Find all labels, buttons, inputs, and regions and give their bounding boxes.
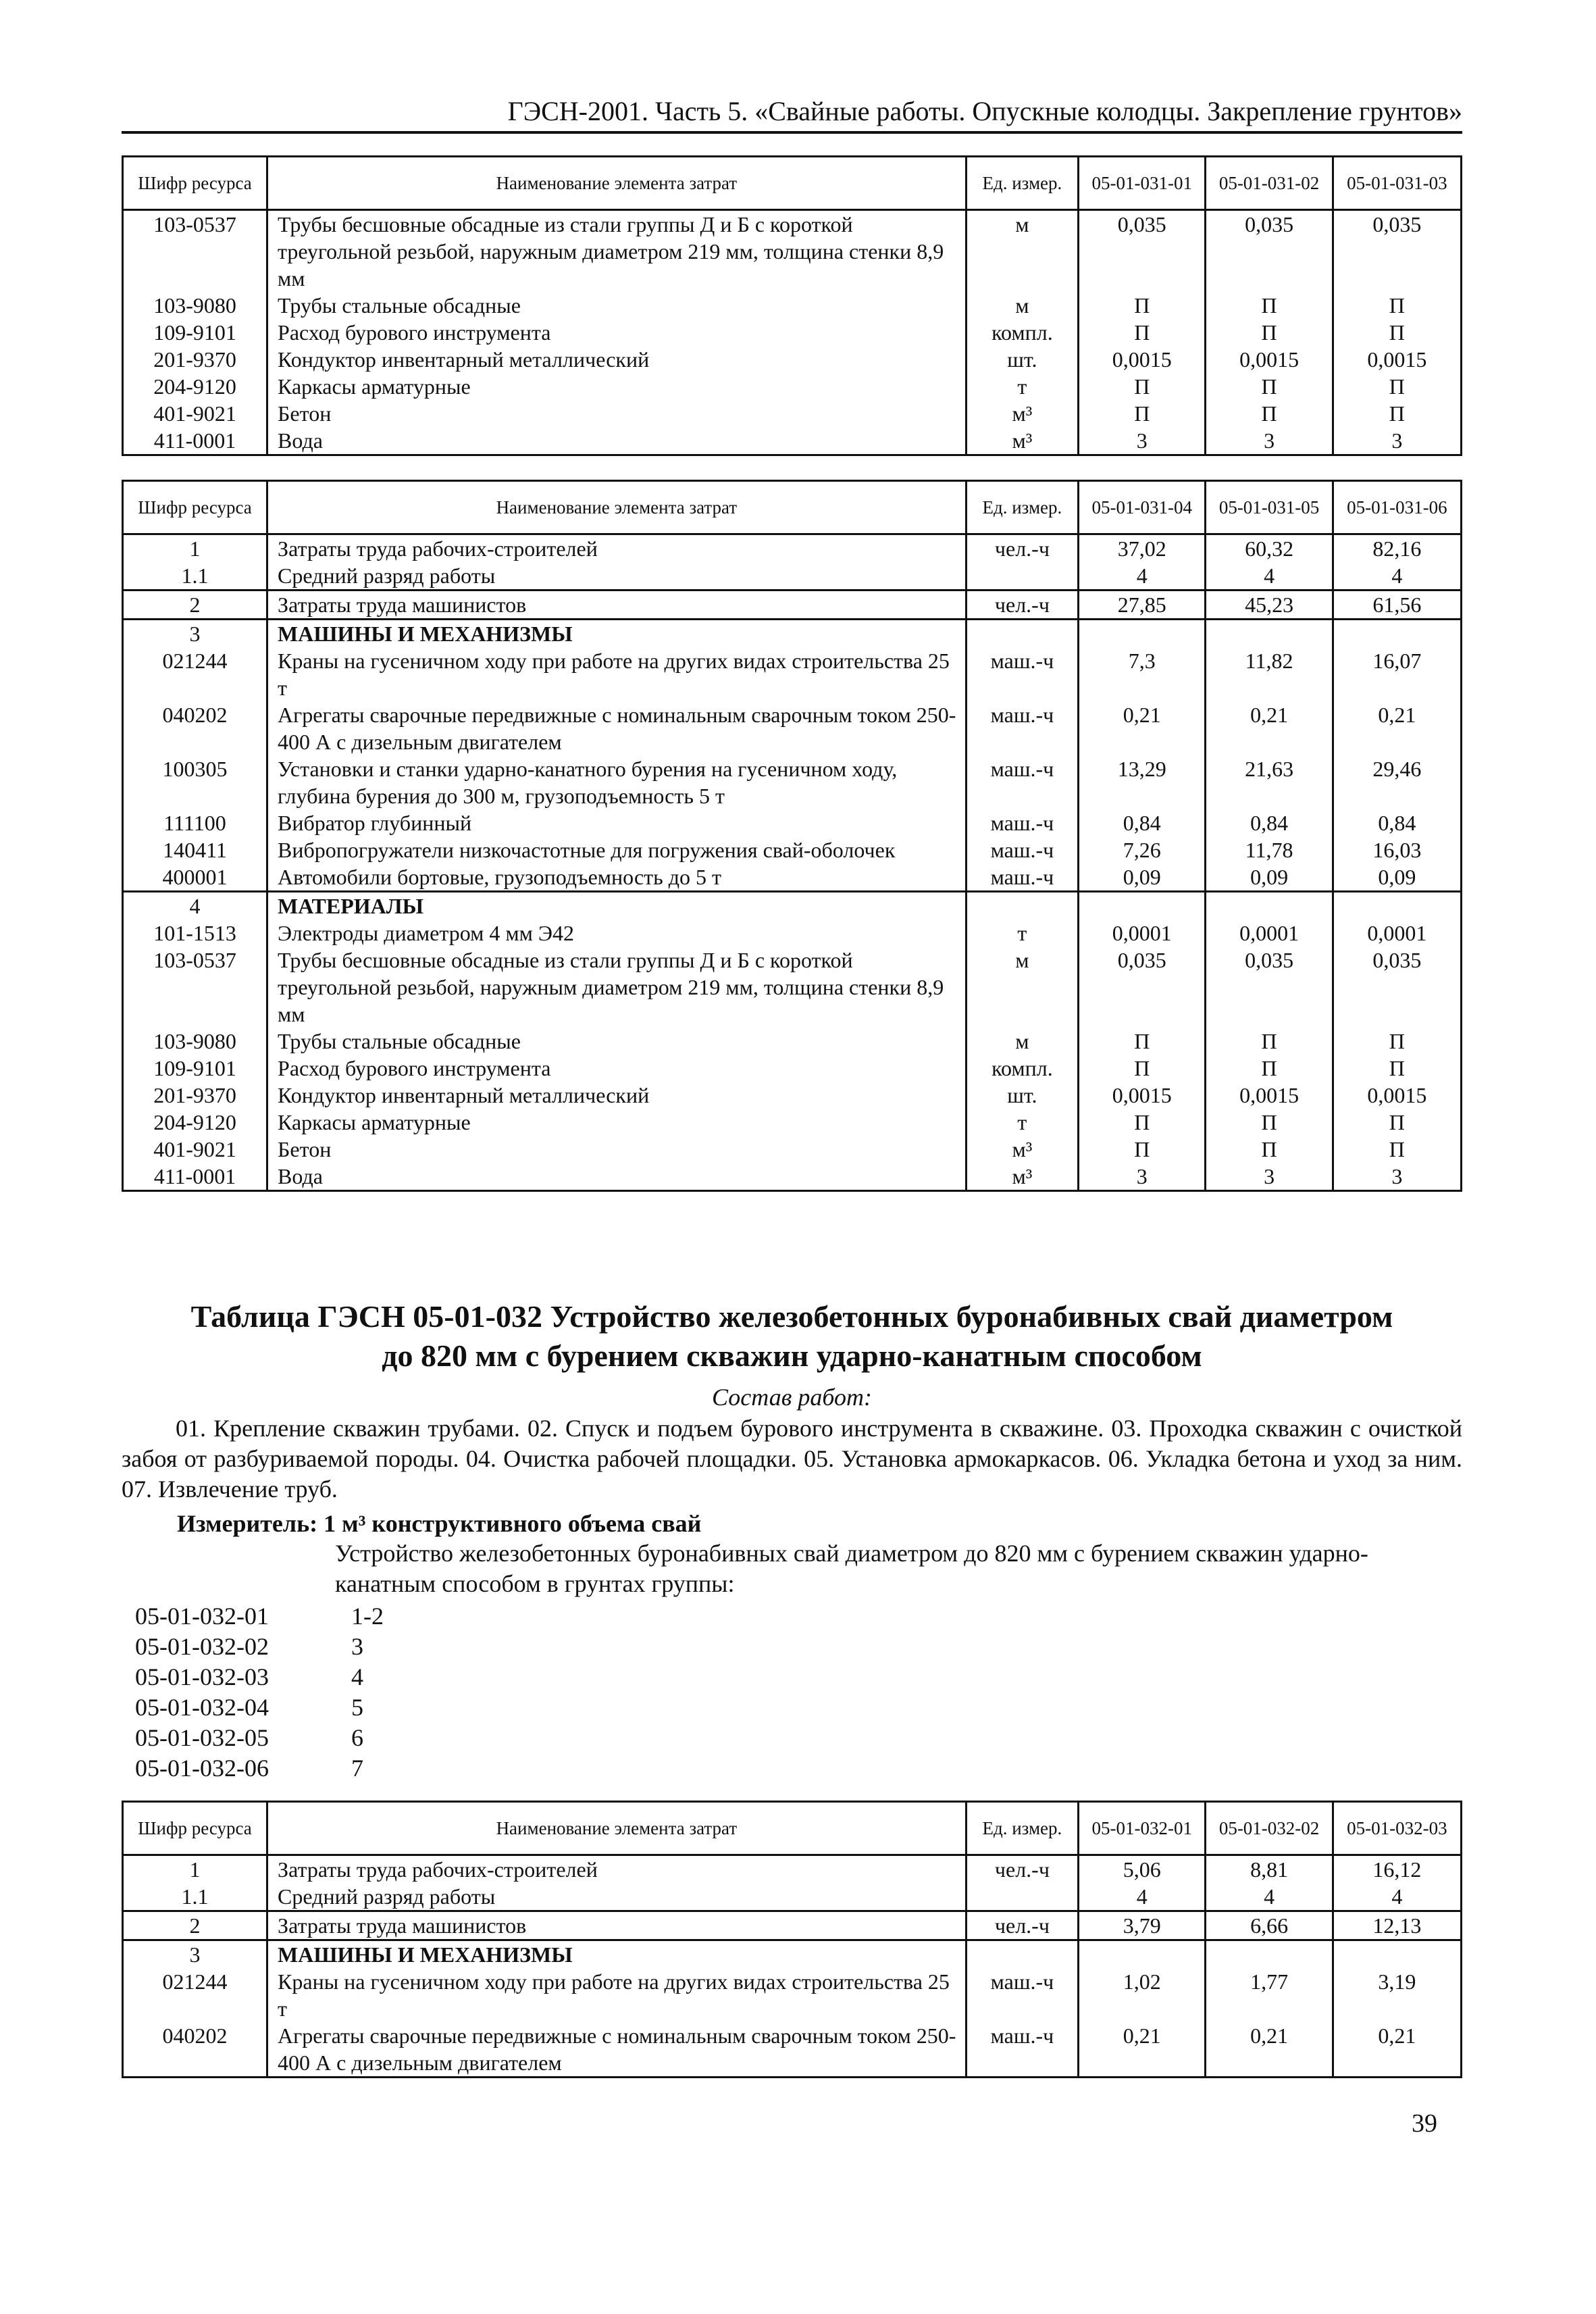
value-cell: 0,0001 bbox=[1206, 920, 1333, 947]
resource-table-032-01 bbox=[122, 1801, 1462, 2078]
value-cell: П bbox=[1333, 1109, 1461, 1136]
value-cell: 0,0015 bbox=[1206, 346, 1333, 373]
composition-title: Состав работ: bbox=[712, 1384, 872, 1411]
resource-code: 1.1 bbox=[123, 1883, 267, 1911]
value-cell: П bbox=[1206, 373, 1333, 400]
resource-code: 201-9370 bbox=[123, 1082, 267, 1109]
value-cell bbox=[1333, 892, 1461, 920]
value-cell: 0,21 bbox=[1206, 2022, 1333, 2078]
table-row bbox=[123, 1940, 1462, 1969]
resource-name: Затраты труда рабочих-строителей bbox=[267, 1855, 967, 1884]
table-row bbox=[123, 1109, 1462, 1136]
resource-name: Вода bbox=[267, 427, 967, 455]
unit-cell: шт. bbox=[966, 346, 1078, 373]
value-cell: П bbox=[1079, 1055, 1206, 1082]
value-cell: П bbox=[1333, 319, 1461, 346]
column-header-name: Наименование элемента затрат bbox=[267, 481, 967, 534]
code-group-row bbox=[135, 1753, 384, 1784]
resource-code: 040202 bbox=[123, 701, 267, 755]
value-cell: 7,26 bbox=[1079, 836, 1206, 863]
value-cell: 16,12 bbox=[1333, 1855, 1461, 1884]
table-row bbox=[123, 292, 1462, 319]
column-header-unit: Ед. измер. bbox=[966, 157, 1078, 210]
unit-cell: маш.-ч bbox=[966, 1968, 1078, 2022]
resource-code: 201-9370 bbox=[123, 346, 267, 373]
resource-code: 103-0537 bbox=[123, 947, 267, 1028]
value-cell: П bbox=[1079, 1136, 1206, 1163]
column-header-name: Наименование элемента затрат bbox=[267, 157, 967, 210]
unit-cell bbox=[966, 1883, 1078, 1911]
resource-table-031-01 bbox=[122, 155, 1462, 456]
value-cell bbox=[1206, 1940, 1333, 1969]
value-cell: П bbox=[1333, 1055, 1461, 1082]
unit-cell: м³ bbox=[966, 1136, 1078, 1163]
resource-name: Краны на гусеничном ходу при работе на других видах строительства 25 т bbox=[267, 1968, 967, 2022]
table-title-line-2: до 820 мм с бурением скважин ударно-канатным способом bbox=[382, 1338, 1202, 1373]
value-cell: П bbox=[1206, 1109, 1333, 1136]
value-cell: 0,0015 bbox=[1079, 1082, 1206, 1109]
code-group-list bbox=[135, 1601, 384, 1784]
table-row bbox=[123, 755, 1462, 809]
value-cell: 27,85 bbox=[1079, 590, 1206, 620]
value-cell: 1,77 bbox=[1206, 1968, 1333, 2022]
norm-code: 05-01-032-05 bbox=[135, 1724, 269, 1751]
table-row bbox=[123, 427, 1462, 455]
resource-name: Трубы бесшовные обсадные из стали группы Д и Б с короткой треугольной резьбой, наружным диаметром 219 мм, толщина стенки 8,9 мм bbox=[267, 210, 967, 293]
column-header-norm: 05-01-032-02 bbox=[1206, 1802, 1333, 1855]
value-cell: 37,02 bbox=[1079, 534, 1206, 563]
value-cell: 0,21 bbox=[1333, 2022, 1461, 2078]
resource-code: 040202 bbox=[123, 2022, 267, 2078]
norm-code: 05-01-032-03 bbox=[135, 1663, 269, 1690]
value-cell: 0,035 bbox=[1333, 210, 1461, 293]
value-cell: 0,09 bbox=[1206, 863, 1333, 892]
value-cell: 3 bbox=[1333, 1163, 1461, 1191]
resource-code: 021244 bbox=[123, 1968, 267, 2022]
resource-code: 411-0001 bbox=[123, 1163, 267, 1191]
unit-cell: м³ bbox=[966, 400, 1078, 427]
table-row bbox=[123, 1163, 1462, 1191]
value-cell: 3 bbox=[1333, 427, 1461, 455]
unit-cell: чел.-ч bbox=[966, 534, 1078, 563]
resource-name: Затраты труда машинистов bbox=[267, 1911, 967, 1940]
value-cell: 0,21 bbox=[1206, 701, 1333, 755]
norm-code: 05-01-032-01 bbox=[135, 1603, 269, 1630]
value-cell: 3,79 bbox=[1079, 1911, 1206, 1940]
table-row bbox=[123, 947, 1462, 1028]
value-cell: 4 bbox=[1206, 562, 1333, 590]
unit-cell: компл. bbox=[966, 1055, 1078, 1082]
resource-code: 2 bbox=[123, 1911, 267, 1940]
unit-cell: маш.-ч bbox=[966, 647, 1078, 701]
header-row bbox=[123, 1802, 1462, 1855]
value-cell: П bbox=[1206, 1136, 1333, 1163]
unit-cell: т bbox=[966, 373, 1078, 400]
resource-code: 204-9120 bbox=[123, 373, 267, 400]
value-cell bbox=[1079, 1940, 1206, 1969]
value-cell: 82,16 bbox=[1333, 534, 1461, 563]
resource-code: 1 bbox=[123, 1855, 267, 1884]
resource-name: Затраты труда рабочих-строителей bbox=[267, 534, 967, 563]
column-header-norm: 05-01-031-01 bbox=[1079, 157, 1206, 210]
unit-cell bbox=[966, 620, 1078, 648]
resource-name: Вибропогружатели низкочастотные для погружения свай-оболочек bbox=[267, 836, 967, 863]
value-cell: 12,13 bbox=[1333, 1911, 1461, 1940]
unit-cell: м bbox=[966, 292, 1078, 319]
resource-code: 2 bbox=[123, 590, 267, 620]
intro-text: Устройство железобетонных буронабивных свай диаметром до 820 мм с бурением скважин ударно-канатным способом в грунтах группы: bbox=[335, 1540, 1368, 1597]
value-cell: 4 bbox=[1079, 562, 1206, 590]
value-cell: 0,0015 bbox=[1333, 1082, 1461, 1109]
value-cell: 7,3 bbox=[1079, 647, 1206, 701]
resource-name: Установки и станки ударно-канатного бурения на гусеничном ходу, глубина бурения до 300 м, грузоподъемность 5 т bbox=[267, 755, 967, 809]
table-row bbox=[123, 1055, 1462, 1082]
unit-cell: м³ bbox=[966, 1163, 1078, 1191]
value-cell: П bbox=[1079, 1109, 1206, 1136]
unit-cell: м bbox=[966, 1028, 1078, 1055]
resource-name: Краны на гусеничном ходу при работе на других видах строительства 25 т bbox=[267, 647, 967, 701]
column-header-norm: 05-01-031-05 bbox=[1206, 481, 1333, 534]
column-header-norm: 05-01-031-06 bbox=[1333, 481, 1461, 534]
composition-text: 01. Крепление скважин трубами. 02. Спуск и подъем бурового инструмента в скважине. 03. Проходка скважин с очисткой забоя от разбуриваемой породы. 04. Очистка рабочей площадки. 05. Установка армокаркасов. 06. Укладка бетона и уход за ним. 07. Извлечение труб. bbox=[122, 1415, 1462, 1503]
value-cell: 16,03 bbox=[1333, 836, 1461, 863]
value-cell: 61,56 bbox=[1333, 590, 1461, 620]
resource-code: 103-9080 bbox=[123, 1028, 267, 1055]
value-cell: 3 bbox=[1206, 427, 1333, 455]
value-cell: П bbox=[1206, 1028, 1333, 1055]
value-cell bbox=[1079, 892, 1206, 920]
value-cell bbox=[1206, 892, 1333, 920]
value-cell: П bbox=[1333, 1028, 1461, 1055]
value-cell: 0,84 bbox=[1333, 809, 1461, 836]
code-group-row bbox=[135, 1632, 384, 1662]
value-cell: 3 bbox=[1079, 427, 1206, 455]
resource-name: Трубы стальные обсадные bbox=[267, 292, 967, 319]
value-cell: 60,32 bbox=[1206, 534, 1333, 563]
table-row bbox=[123, 2022, 1462, 2078]
value-cell: П bbox=[1333, 400, 1461, 427]
resource-name: МАШИНЫ И МЕХАНИЗМЫ bbox=[267, 1940, 967, 1969]
table-row bbox=[123, 590, 1462, 620]
soil-group: 3 bbox=[351, 1633, 363, 1660]
resource-name: Бетон bbox=[267, 400, 967, 427]
resource-name: Агрегаты сварочные передвижные с номинальным сварочным током 250-400 А с дизельным двигателем bbox=[267, 2022, 967, 2078]
value-cell: 0,09 bbox=[1079, 863, 1206, 892]
value-cell bbox=[1079, 620, 1206, 648]
value-cell: 4 bbox=[1333, 1883, 1461, 1911]
resource-name: Кондуктор инвентарный металлический bbox=[267, 1082, 967, 1109]
running-head: ГЭСН-2001. Часть 5. «Свайные работы. Опускные колодцы. Закрепление грунтов» bbox=[122, 95, 1462, 134]
value-cell: П bbox=[1079, 373, 1206, 400]
value-cell: 3,19 bbox=[1333, 1968, 1461, 2022]
value-cell: 0,09 bbox=[1333, 863, 1461, 892]
table-title-line-1: Таблица ГЭСН 05-01-032 Устройство железобетонных буронабивных свай диаметром bbox=[190, 1299, 1393, 1334]
value-cell: 4 bbox=[1206, 1883, 1333, 1911]
resource-name: Средний разряд работы bbox=[267, 562, 967, 590]
resource-code: 140411 bbox=[123, 836, 267, 863]
table-row bbox=[123, 1136, 1462, 1163]
table-row bbox=[123, 647, 1462, 701]
unit-cell: чел.-ч bbox=[966, 590, 1078, 620]
resource-name: Средний разряд работы bbox=[267, 1883, 967, 1911]
unit-cell: маш.-ч bbox=[966, 701, 1078, 755]
resource-code: 3 bbox=[123, 1940, 267, 1969]
value-cell: 0,0015 bbox=[1206, 1082, 1333, 1109]
value-cell: 0,0001 bbox=[1333, 920, 1461, 947]
value-cell: 11,78 bbox=[1206, 836, 1333, 863]
value-cell: П bbox=[1206, 400, 1333, 427]
table-row bbox=[123, 1082, 1462, 1109]
norm-code: 05-01-032-02 bbox=[135, 1633, 269, 1660]
resource-code: 204-9120 bbox=[123, 1109, 267, 1136]
table-row bbox=[123, 1968, 1462, 2022]
value-cell: П bbox=[1333, 292, 1461, 319]
soil-group: 7 bbox=[351, 1755, 363, 1782]
value-cell: 0,035 bbox=[1206, 210, 1333, 293]
table-row bbox=[123, 1883, 1462, 1911]
resource-name: Затраты труда машинистов bbox=[267, 590, 967, 620]
code-group-row bbox=[135, 1662, 384, 1692]
value-cell: 45,23 bbox=[1206, 590, 1333, 620]
resource-code: 4 bbox=[123, 892, 267, 920]
value-cell: 21,63 bbox=[1206, 755, 1333, 809]
table-title bbox=[122, 1297, 1462, 1376]
table-row bbox=[123, 400, 1462, 427]
resource-code: 3 bbox=[123, 620, 267, 648]
value-cell: 8,81 bbox=[1206, 1855, 1333, 1884]
value-cell: 0,84 bbox=[1206, 809, 1333, 836]
value-cell: 0,0001 bbox=[1079, 920, 1206, 947]
table-row bbox=[123, 809, 1462, 836]
value-cell: 1,02 bbox=[1079, 1968, 1206, 2022]
unit-cell: маш.-ч bbox=[966, 809, 1078, 836]
value-cell: 0,0015 bbox=[1333, 346, 1461, 373]
unit-cell bbox=[966, 892, 1078, 920]
value-cell: 5,06 bbox=[1079, 1855, 1206, 1884]
resource-name: МАТЕРИАЛЫ bbox=[267, 892, 967, 920]
value-cell: 3 bbox=[1206, 1163, 1333, 1191]
resource-code: 021244 bbox=[123, 647, 267, 701]
resource-name: МАШИНЫ И МЕХАНИЗМЫ bbox=[267, 620, 967, 648]
unit-cell: т bbox=[966, 1109, 1078, 1136]
table-row bbox=[123, 562, 1462, 590]
table-row bbox=[123, 346, 1462, 373]
value-cell: 0,21 bbox=[1079, 701, 1206, 755]
resource-code: 1.1 bbox=[123, 562, 267, 590]
value-cell: П bbox=[1079, 1028, 1206, 1055]
value-cell: П bbox=[1333, 373, 1461, 400]
column-header-code: Шифр ресурса bbox=[123, 481, 267, 534]
value-cell: 0,035 bbox=[1079, 210, 1206, 293]
norm-code: 05-01-032-06 bbox=[135, 1755, 269, 1782]
resource-code: 103-0537 bbox=[123, 210, 267, 293]
unit-cell: маш.-ч bbox=[966, 2022, 1078, 2078]
value-cell bbox=[1206, 620, 1333, 648]
resource-code: 101-1513 bbox=[123, 920, 267, 947]
code-group-row bbox=[135, 1692, 384, 1723]
value-cell: 4 bbox=[1079, 1883, 1206, 1911]
value-cell: П bbox=[1206, 319, 1333, 346]
value-cell: П bbox=[1079, 400, 1206, 427]
value-cell: 4 bbox=[1333, 562, 1461, 590]
table-row bbox=[123, 210, 1462, 293]
resource-name: Расход бурового инструмента bbox=[267, 319, 967, 346]
resource-name: Вода bbox=[267, 1163, 967, 1191]
resource-name: Электроды диаметром 4 мм Э42 bbox=[267, 920, 967, 947]
resource-name: Вибратор глубинный bbox=[267, 809, 967, 836]
unit-cell: м bbox=[966, 210, 1078, 293]
value-cell bbox=[1333, 1940, 1461, 1969]
value-cell: 0,035 bbox=[1079, 947, 1206, 1028]
value-cell: 16,07 bbox=[1333, 647, 1461, 701]
unit-cell: маш.-ч bbox=[966, 755, 1078, 809]
table-row bbox=[123, 892, 1462, 920]
table-row bbox=[123, 836, 1462, 863]
table-row bbox=[123, 620, 1462, 648]
soil-group: 4 bbox=[351, 1663, 363, 1690]
table-row bbox=[123, 701, 1462, 755]
value-cell: 0,035 bbox=[1206, 947, 1333, 1028]
column-header-unit: Ед. измер. bbox=[966, 481, 1078, 534]
resource-code: 109-9101 bbox=[123, 319, 267, 346]
code-group-row bbox=[135, 1601, 384, 1632]
column-header-norm: 05-01-032-01 bbox=[1079, 1802, 1206, 1855]
resource-code: 109-9101 bbox=[123, 1055, 267, 1082]
resource-code: 100305 bbox=[123, 755, 267, 809]
unit-cell: чел.-ч bbox=[966, 1855, 1078, 1884]
resource-name: Каркасы арматурные bbox=[267, 373, 967, 400]
page-number: 39 bbox=[1412, 2109, 1437, 2138]
resource-name: Кондуктор инвентарный металлический bbox=[267, 346, 967, 373]
value-cell: П bbox=[1079, 319, 1206, 346]
value-cell: 6,66 bbox=[1206, 1911, 1333, 1940]
table-row bbox=[123, 319, 1462, 346]
value-cell: 0,84 bbox=[1079, 809, 1206, 836]
column-header-norm: 05-01-031-02 bbox=[1206, 157, 1333, 210]
resource-name: Автомобили бортовые, грузоподъемность до 5 т bbox=[267, 863, 967, 892]
value-cell: П bbox=[1206, 292, 1333, 319]
resource-name: Трубы бесшовные обсадные из стали группы Д и Б с короткой треугольной резьбой, наружным диаметром 219 мм, толщина стенки 8,9 мм bbox=[267, 947, 967, 1028]
resource-code: 103-9080 bbox=[123, 292, 267, 319]
norm-code: 05-01-032-04 bbox=[135, 1694, 269, 1721]
table-row bbox=[123, 373, 1462, 400]
value-cell: 13,29 bbox=[1079, 755, 1206, 809]
soil-group: 6 bbox=[351, 1724, 363, 1751]
table-row bbox=[123, 1855, 1462, 1884]
unit-cell: м bbox=[966, 947, 1078, 1028]
unit-cell: м³ bbox=[966, 427, 1078, 455]
resource-code: 411-0001 bbox=[123, 427, 267, 455]
value-cell: 0,035 bbox=[1333, 947, 1461, 1028]
unit-cell: компл. bbox=[966, 319, 1078, 346]
resource-code: 400001 bbox=[123, 863, 267, 892]
resource-name: Расход бурового инструмента bbox=[267, 1055, 967, 1082]
code-group-row bbox=[135, 1723, 384, 1753]
header-row bbox=[123, 157, 1462, 210]
soil-group: 5 bbox=[351, 1694, 363, 1721]
unit-cell: маш.-ч bbox=[966, 863, 1078, 892]
value-cell: П bbox=[1333, 1136, 1461, 1163]
soil-group: 1-2 bbox=[351, 1603, 384, 1630]
unit-cell: шт. bbox=[966, 1082, 1078, 1109]
column-header-norm: 05-01-031-03 bbox=[1333, 157, 1461, 210]
value-cell: 11,82 bbox=[1206, 647, 1333, 701]
value-cell: 0,21 bbox=[1333, 701, 1461, 755]
value-cell: 3 bbox=[1079, 1163, 1206, 1191]
column-header-code: Шифр ресурса bbox=[123, 157, 267, 210]
table-row bbox=[123, 534, 1462, 563]
value-cell: 0,21 bbox=[1079, 2022, 1206, 2078]
value-cell: 29,46 bbox=[1333, 755, 1461, 809]
unit-cell: чел.-ч bbox=[966, 1911, 1078, 1940]
resource-code: 401-9021 bbox=[123, 1136, 267, 1163]
value-cell bbox=[1333, 620, 1461, 648]
value-cell: П bbox=[1079, 292, 1206, 319]
resource-name: Каркасы арматурные bbox=[267, 1109, 967, 1136]
column-header-norm: 05-01-032-03 bbox=[1333, 1802, 1461, 1855]
column-header-unit: Ед. измер. bbox=[966, 1802, 1078, 1855]
column-header-norm: 05-01-031-04 bbox=[1079, 481, 1206, 534]
unit-cell: маш.-ч bbox=[966, 836, 1078, 863]
column-header-code: Шифр ресурса bbox=[123, 1802, 267, 1855]
column-header-name: Наименование элемента затрат bbox=[267, 1802, 967, 1855]
unit-cell bbox=[966, 1940, 1078, 1969]
resource-code: 1 bbox=[123, 534, 267, 563]
header-row bbox=[123, 481, 1462, 534]
value-cell: П bbox=[1206, 1055, 1333, 1082]
resource-code: 111100 bbox=[123, 809, 267, 836]
value-cell: 0,0015 bbox=[1079, 346, 1206, 373]
table-row bbox=[123, 863, 1462, 892]
table-row bbox=[123, 1028, 1462, 1055]
resource-name: Агрегаты сварочные передвижные с номинальным сварочным током 250-400 А с дизельным двигателем bbox=[267, 701, 967, 755]
meter-label: Измеритель: 1 м³ конструктивного объема свай bbox=[177, 1510, 702, 1537]
unit-cell bbox=[966, 562, 1078, 590]
resource-name: Бетон bbox=[267, 1136, 967, 1163]
resource-name: Трубы стальные обсадные bbox=[267, 1028, 967, 1055]
table-row bbox=[123, 1911, 1462, 1940]
unit-cell: т bbox=[966, 920, 1078, 947]
resource-table-031-04 bbox=[122, 480, 1462, 1192]
table-row bbox=[123, 920, 1462, 947]
resource-code: 401-9021 bbox=[123, 400, 267, 427]
